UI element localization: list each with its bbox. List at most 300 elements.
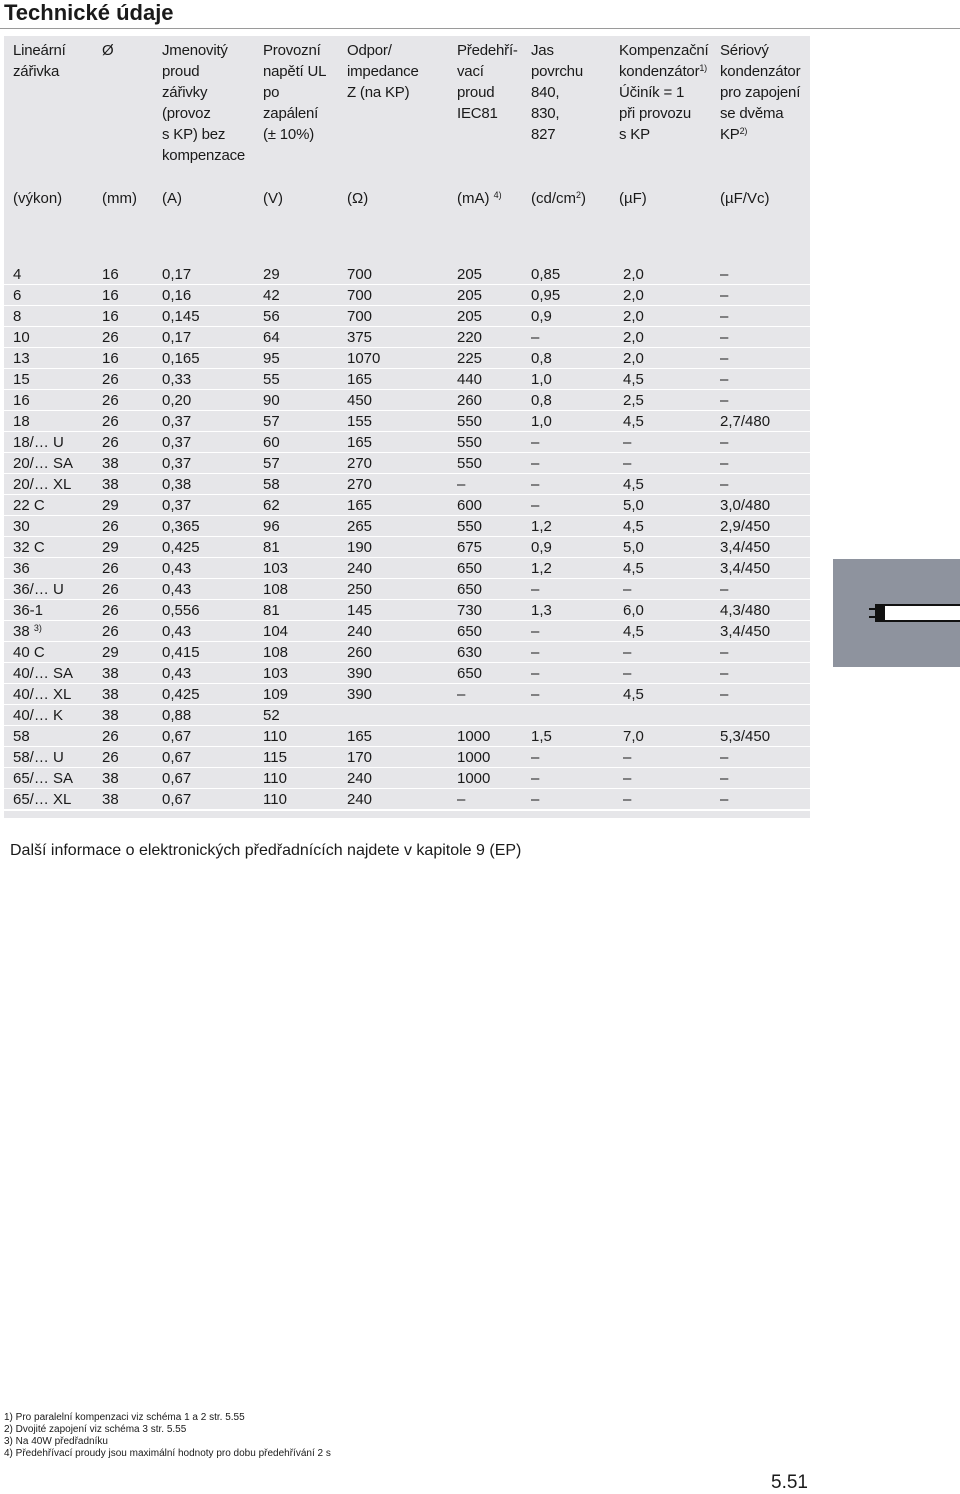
lamp-type: 16 bbox=[13, 392, 30, 409]
column-header-line: 830, bbox=[531, 105, 560, 122]
table-cell: 0,165 bbox=[162, 350, 200, 367]
table-row bbox=[4, 747, 810, 768]
table-cell: 0,67 bbox=[162, 728, 192, 745]
unit-label: (mm) bbox=[102, 190, 137, 207]
table-cell: – bbox=[720, 644, 729, 661]
table-cell: 16 bbox=[102, 350, 119, 367]
table-cell: 4,5 bbox=[623, 413, 644, 430]
column-unit bbox=[102, 188, 137, 209]
table-cell: 3,4/450 bbox=[720, 623, 771, 640]
table-cell: 550 bbox=[457, 518, 483, 535]
table-cell: 2,0 bbox=[623, 287, 644, 304]
footnote-ref: 1) bbox=[699, 63, 707, 73]
table-cell: 26 bbox=[102, 560, 119, 577]
table-row bbox=[4, 264, 810, 285]
table-cell: 650 bbox=[457, 560, 483, 577]
table-row bbox=[4, 516, 810, 537]
column-header bbox=[13, 40, 66, 82]
table-cell: 0,67 bbox=[162, 770, 192, 787]
lamp-type-cell bbox=[13, 348, 30, 369]
lamp-type: 40/… SA bbox=[13, 665, 74, 682]
table-cell: 26 bbox=[102, 581, 119, 598]
column-header-line: impedance bbox=[347, 63, 419, 80]
table-cell: – bbox=[720, 686, 729, 703]
table-cell: 0,88 bbox=[162, 707, 192, 724]
table-cell: – bbox=[720, 434, 729, 451]
table-cell: 270 bbox=[347, 476, 373, 493]
lamp-type: 8 bbox=[13, 308, 22, 325]
unit-sup: 2 bbox=[576, 190, 582, 200]
table-cell: – bbox=[720, 791, 729, 808]
table-row bbox=[4, 600, 810, 621]
table-cell: 0,95 bbox=[531, 287, 561, 304]
table-cell: – bbox=[720, 392, 729, 409]
table-cell: – bbox=[623, 455, 632, 472]
footnote-ref: 2) bbox=[739, 126, 748, 136]
table-cell: – bbox=[457, 476, 466, 493]
column-header bbox=[720, 40, 800, 145]
table-cell: 3,4/450 bbox=[720, 560, 771, 577]
table-cell: 58 bbox=[263, 476, 280, 493]
lamp-type-cell bbox=[13, 537, 45, 558]
table-cell: – bbox=[720, 581, 729, 598]
table-cell: – bbox=[623, 581, 632, 598]
table-row bbox=[4, 348, 810, 369]
table-cell: 240 bbox=[347, 770, 373, 787]
table-cell: 165 bbox=[347, 434, 373, 451]
table-cell: 0,17 bbox=[162, 266, 192, 283]
table-cell: 550 bbox=[457, 413, 483, 430]
column-header-line: IEC81 bbox=[457, 105, 498, 122]
table-cell: 6,0 bbox=[623, 602, 644, 619]
table-cell: 110 bbox=[263, 728, 287, 745]
table-cell: 650 bbox=[457, 581, 483, 598]
table-cell: 155 bbox=[347, 413, 373, 430]
table-cell: 205 bbox=[457, 287, 483, 304]
table-cell: 550 bbox=[457, 455, 483, 472]
table-cell: 265 bbox=[347, 518, 373, 535]
table-cell: 26 bbox=[102, 602, 119, 619]
lamp-type: 36/… U bbox=[13, 581, 64, 598]
note-text: Další informace o elektronických předřadnících najdete v kapitole 9 (EP) bbox=[10, 842, 522, 859]
column-header-line: kondenzátor bbox=[720, 63, 801, 80]
table-cell: 1,2 bbox=[531, 560, 552, 577]
table-cell: – bbox=[623, 434, 632, 451]
table-cell: 1,3 bbox=[531, 602, 552, 619]
unit-label: (cd/cm bbox=[531, 190, 576, 207]
table-cell: 4,5 bbox=[623, 686, 644, 703]
table-cell: 2,7/480 bbox=[720, 413, 771, 430]
unit-label: (A) bbox=[162, 190, 182, 207]
table-cell: – bbox=[720, 266, 729, 283]
table-cell: 0,37 bbox=[162, 455, 192, 472]
table-cell: 103 bbox=[263, 560, 289, 577]
column-unit bbox=[531, 188, 586, 209]
lamp-type-cell bbox=[13, 453, 73, 474]
table-row bbox=[4, 432, 810, 453]
table-cell: 260 bbox=[457, 392, 483, 409]
table-cell: 38 bbox=[102, 476, 119, 493]
table-cell: 1,0 bbox=[531, 413, 552, 430]
table-cell: – bbox=[623, 644, 632, 661]
table-cell: 0,38 bbox=[162, 476, 192, 493]
table-cell: 205 bbox=[457, 308, 483, 325]
column-header bbox=[457, 40, 518, 124]
lamp-type-cell bbox=[13, 327, 30, 348]
unit-suffix: ) bbox=[581, 190, 587, 207]
table-cell: 95 bbox=[263, 350, 280, 367]
table-cell: 56 bbox=[263, 308, 280, 325]
table-cell: 38 bbox=[102, 665, 119, 682]
table-cell: 38 bbox=[102, 770, 119, 787]
column-unit bbox=[13, 188, 62, 209]
footnote: 3) Na 40W předřadníku bbox=[4, 1436, 108, 1447]
table-row bbox=[4, 327, 810, 348]
table-cell: 29 bbox=[102, 644, 119, 661]
table-cell: 96 bbox=[263, 518, 280, 535]
table-cell: 0,43 bbox=[162, 623, 192, 640]
table-cell: 730 bbox=[457, 602, 483, 619]
table-cell: 700 bbox=[347, 287, 373, 304]
table-cell: – bbox=[531, 581, 540, 598]
table-cell: 110 bbox=[263, 770, 287, 787]
table-cell: 0,17 bbox=[162, 329, 192, 346]
column-header-line: proud bbox=[457, 84, 495, 101]
table-cell: – bbox=[720, 749, 729, 766]
table-cell: 165 bbox=[347, 728, 373, 745]
table-cell: 0,37 bbox=[162, 497, 192, 514]
lamp-type-cell bbox=[13, 285, 21, 306]
table-row bbox=[4, 768, 810, 789]
lamp-type-cell bbox=[13, 264, 21, 285]
table-row bbox=[4, 306, 810, 327]
column-unit bbox=[162, 188, 182, 209]
table-cell: 4,5 bbox=[623, 623, 644, 640]
table-cell: 165 bbox=[347, 497, 373, 514]
table-cell: 2,0 bbox=[623, 266, 644, 283]
column-unit bbox=[457, 188, 502, 209]
table-cell: 2,5 bbox=[623, 392, 644, 409]
table-row bbox=[4, 474, 810, 495]
table-cell: 0,556 bbox=[162, 602, 200, 619]
table-row bbox=[4, 390, 810, 411]
unit-label: (mA) bbox=[457, 190, 494, 207]
lamp-type-cell bbox=[13, 558, 30, 579]
table-cell: – bbox=[623, 770, 632, 787]
table-cell: 0,8 bbox=[531, 392, 552, 409]
lamp-type: 18/… U bbox=[13, 434, 64, 451]
table-row bbox=[4, 537, 810, 558]
table-cell: – bbox=[623, 665, 632, 682]
table-body bbox=[4, 264, 810, 811]
lamp-type-cell bbox=[13, 579, 64, 600]
table-cell: 0,9 bbox=[531, 308, 552, 325]
table-row bbox=[4, 789, 810, 811]
table-cell: 0,85 bbox=[531, 266, 561, 283]
lamp-type: 13 bbox=[13, 350, 30, 367]
column-unit bbox=[347, 188, 368, 209]
column-unit bbox=[619, 188, 647, 209]
table-cell: 16 bbox=[102, 308, 119, 325]
footnotes bbox=[4, 1412, 331, 1460]
column-header-line: (± 10%) bbox=[263, 126, 315, 143]
lamp-type-cell bbox=[13, 705, 63, 726]
table-cell: 225 bbox=[457, 350, 483, 367]
table-cell: – bbox=[720, 308, 729, 325]
table-cell: 190 bbox=[347, 539, 373, 556]
table-cell: – bbox=[720, 770, 729, 787]
column-header-line: Jmenovitý bbox=[162, 42, 228, 59]
lamp-type-cell bbox=[13, 663, 73, 684]
table-cell: 38 bbox=[102, 455, 119, 472]
lamp-type: 58/… U bbox=[13, 749, 64, 766]
table-cell: 0,67 bbox=[162, 791, 192, 808]
column-header bbox=[102, 40, 113, 61]
column-header-line: Účiník = 1 bbox=[619, 84, 685, 101]
column-header-line: zářivka bbox=[13, 63, 60, 80]
lamp-type: 18 bbox=[13, 413, 30, 430]
lamp-type-cell bbox=[13, 684, 71, 705]
lamp-type-cell bbox=[13, 306, 21, 327]
table-cell: 4,3/480 bbox=[720, 602, 771, 619]
table-cell: 700 bbox=[347, 266, 373, 283]
lamp-type: 32 C bbox=[13, 539, 45, 556]
lamp-type-cell bbox=[13, 411, 30, 432]
title-divider bbox=[0, 28, 960, 29]
column-header-line: po bbox=[263, 84, 280, 101]
lamp-type-cell bbox=[13, 516, 30, 537]
column-header-line: při provozu bbox=[619, 105, 692, 122]
table-cell: 440 bbox=[457, 371, 483, 388]
table-cell: 57 bbox=[263, 455, 280, 472]
table-cell: 57 bbox=[263, 413, 280, 430]
lamp-type: 36-1 bbox=[13, 602, 44, 619]
table-cell: 4,5 bbox=[623, 560, 644, 577]
table-cell: 26 bbox=[102, 392, 119, 409]
unit-label: (výkon) bbox=[13, 190, 63, 207]
unit-sup: 4) bbox=[493, 190, 502, 200]
table-row bbox=[4, 558, 810, 579]
lamp-type: 40/… K bbox=[13, 707, 64, 724]
table-cell: 2,9/450 bbox=[720, 518, 771, 535]
table-cell: 60 bbox=[263, 434, 280, 451]
table-cell: 390 bbox=[347, 686, 373, 703]
table-cell: 26 bbox=[102, 413, 119, 430]
column-header-line: Sériový bbox=[720, 42, 769, 59]
table-cell: 108 bbox=[263, 581, 289, 598]
table-cell: 1000 bbox=[457, 749, 491, 766]
table-cell: 26 bbox=[102, 623, 119, 640]
table-cell: 630 bbox=[457, 644, 483, 661]
lamp-type: 15 bbox=[13, 371, 30, 388]
table-cell: 0,9 bbox=[531, 539, 552, 556]
column-header-line: Provozní bbox=[263, 42, 321, 59]
table-cell: – bbox=[531, 434, 540, 451]
table-cell: 26 bbox=[102, 749, 119, 766]
column-header-line: 827 bbox=[531, 126, 556, 143]
table-cell: 0,425 bbox=[162, 539, 200, 556]
footnote: 4) Předehřívací proudy jsou maximální hodnoty pro dobu předehřívání 2 s bbox=[4, 1448, 331, 1459]
lamp-type-cell bbox=[13, 642, 45, 663]
column-header-line: zapálení bbox=[263, 105, 319, 122]
table-cell: 62 bbox=[263, 497, 280, 514]
table-cell: 0,425 bbox=[162, 686, 200, 703]
table-cell: 0,8 bbox=[531, 350, 552, 367]
table-row bbox=[4, 621, 810, 642]
page-title: Technické údaje bbox=[4, 0, 174, 25]
lamp-type-cell bbox=[13, 621, 42, 642]
table-row bbox=[4, 453, 810, 474]
table-cell: – bbox=[531, 791, 540, 808]
column-header-line: Jas bbox=[531, 42, 554, 59]
table-cell: 0,365 bbox=[162, 518, 200, 535]
table-cell: 0,37 bbox=[162, 434, 192, 451]
table-cell: 0,37 bbox=[162, 413, 192, 430]
column-header-line: Kompenzační bbox=[619, 42, 709, 59]
lamp-type-cell bbox=[13, 390, 30, 411]
column-header-line: napětí UL bbox=[263, 63, 327, 80]
table-row bbox=[4, 495, 810, 516]
table-cell: 550 bbox=[457, 434, 483, 451]
unit-label: (Ω) bbox=[347, 190, 369, 207]
table-cell: 1,2 bbox=[531, 518, 552, 535]
lamp-type-cell bbox=[13, 432, 64, 453]
table-cell: 52 bbox=[263, 707, 280, 724]
fluorescent-tube-icon bbox=[883, 604, 960, 622]
lamp-type: 30 bbox=[13, 518, 30, 535]
table-cell: 5,0 bbox=[623, 539, 644, 556]
table-cell: 4,5 bbox=[623, 371, 644, 388]
table-cell: 0,20 bbox=[162, 392, 192, 409]
table-cell: – bbox=[720, 350, 729, 367]
table-cell: 2,0 bbox=[623, 350, 644, 367]
table-cell: 650 bbox=[457, 623, 483, 640]
table-row bbox=[4, 285, 810, 306]
lamp-type: 4 bbox=[13, 266, 22, 283]
lamp-type-cell bbox=[13, 768, 73, 789]
table-cell: 81 bbox=[263, 602, 280, 619]
unit-label: (V) bbox=[263, 190, 283, 207]
table-cell: – bbox=[720, 287, 729, 304]
table-cell: 64 bbox=[263, 329, 280, 346]
lamp-type: 20/… SA bbox=[13, 455, 74, 472]
lamp-type: 40/… XL bbox=[13, 686, 72, 703]
table-cell: 240 bbox=[347, 791, 373, 808]
table-cell: 240 bbox=[347, 623, 373, 640]
footnote-ref: 3) bbox=[33, 623, 42, 633]
table-cell: 3,0/480 bbox=[720, 497, 771, 514]
column-header-line: Předehří- bbox=[457, 42, 518, 59]
unit-label: (µF/Vc) bbox=[720, 190, 770, 207]
table-cell: 600 bbox=[457, 497, 483, 514]
table-cell: 375 bbox=[347, 329, 373, 346]
table-cell: – bbox=[531, 329, 540, 346]
table-cell: – bbox=[531, 623, 540, 640]
column-header-line: Ø bbox=[102, 42, 114, 59]
table-cell: 103 bbox=[263, 665, 289, 682]
table-row bbox=[4, 642, 810, 663]
column-header-line: proud bbox=[162, 63, 200, 80]
lamp-type: 20/… XL bbox=[13, 476, 72, 493]
lamp-type: 65/… SA bbox=[13, 770, 74, 787]
table-cell: 108 bbox=[263, 644, 289, 661]
table-cell: 26 bbox=[102, 329, 119, 346]
table-cell: 675 bbox=[457, 539, 483, 556]
table-cell: 55 bbox=[263, 371, 280, 388]
column-unit bbox=[263, 188, 283, 209]
table-row bbox=[4, 684, 810, 705]
table-cell: 0,16 bbox=[162, 287, 192, 304]
table-cell: 38 bbox=[102, 686, 119, 703]
table-row bbox=[4, 579, 810, 600]
table-cell: 1,0 bbox=[531, 371, 552, 388]
lamp-type: 38 bbox=[13, 623, 34, 640]
table-row bbox=[4, 411, 810, 432]
column-header bbox=[531, 40, 583, 145]
lamp-type: 6 bbox=[13, 287, 22, 304]
column-header bbox=[263, 40, 326, 145]
lamp-type-cell bbox=[13, 474, 71, 495]
table-cell: 270 bbox=[347, 455, 373, 472]
table-cell: – bbox=[531, 665, 540, 682]
table-cell: 26 bbox=[102, 728, 119, 745]
table-cell: 240 bbox=[347, 560, 373, 577]
column-header-line: zářivky bbox=[162, 84, 208, 101]
lamp-type: 65/… XL bbox=[13, 791, 72, 808]
table-cell: 38 bbox=[102, 791, 119, 808]
table-cell: 110 bbox=[263, 791, 287, 808]
table-cell: 165 bbox=[347, 371, 373, 388]
side-tab bbox=[833, 559, 960, 667]
lamp-type: 22 C bbox=[13, 497, 45, 514]
table-cell: 650 bbox=[457, 665, 483, 682]
page-number: 5.51 bbox=[771, 1472, 808, 1493]
table-cell: 7,0 bbox=[623, 728, 644, 745]
column-header-line: pro zapojení bbox=[720, 84, 801, 101]
table-cell: 1000 bbox=[457, 728, 491, 745]
column-header-line: se dvěma bbox=[720, 105, 784, 122]
table-cell: 390 bbox=[347, 665, 373, 682]
column-header bbox=[619, 40, 709, 145]
table-cell: 2,0 bbox=[623, 329, 644, 346]
lamp-type-cell bbox=[13, 789, 71, 810]
table-cell: 29 bbox=[102, 539, 119, 556]
table-cell: 3,4/450 bbox=[720, 539, 771, 556]
table-cell: – bbox=[720, 371, 729, 388]
column-unit bbox=[720, 188, 769, 209]
table-cell: 90 bbox=[263, 392, 280, 409]
table-cell: 26 bbox=[102, 434, 119, 451]
lamp-type-cell bbox=[13, 726, 30, 747]
table-cell: – bbox=[720, 665, 729, 682]
table-cell: 16 bbox=[102, 266, 119, 283]
table-cell: 170 bbox=[347, 749, 373, 766]
table-cell: 109 bbox=[263, 686, 289, 703]
table-cell: 450 bbox=[347, 392, 373, 409]
table-row bbox=[4, 369, 810, 390]
table-cell: 26 bbox=[102, 371, 119, 388]
column-header-line: 840, bbox=[531, 84, 560, 101]
table-cell: – bbox=[531, 749, 540, 766]
column-header-line: Odpor/ bbox=[347, 42, 392, 59]
table-cell: 4,5 bbox=[623, 476, 644, 493]
table-cell: 250 bbox=[347, 581, 373, 598]
footnote: 2) Dvojité zapojení viz schéma 3 str. 5.55 bbox=[4, 1424, 187, 1435]
lamp-type: 10 bbox=[13, 329, 30, 346]
table-cell: 42 bbox=[263, 287, 280, 304]
lamp-type-cell bbox=[13, 747, 64, 768]
column-header-line: Z (na KP) bbox=[347, 84, 410, 101]
